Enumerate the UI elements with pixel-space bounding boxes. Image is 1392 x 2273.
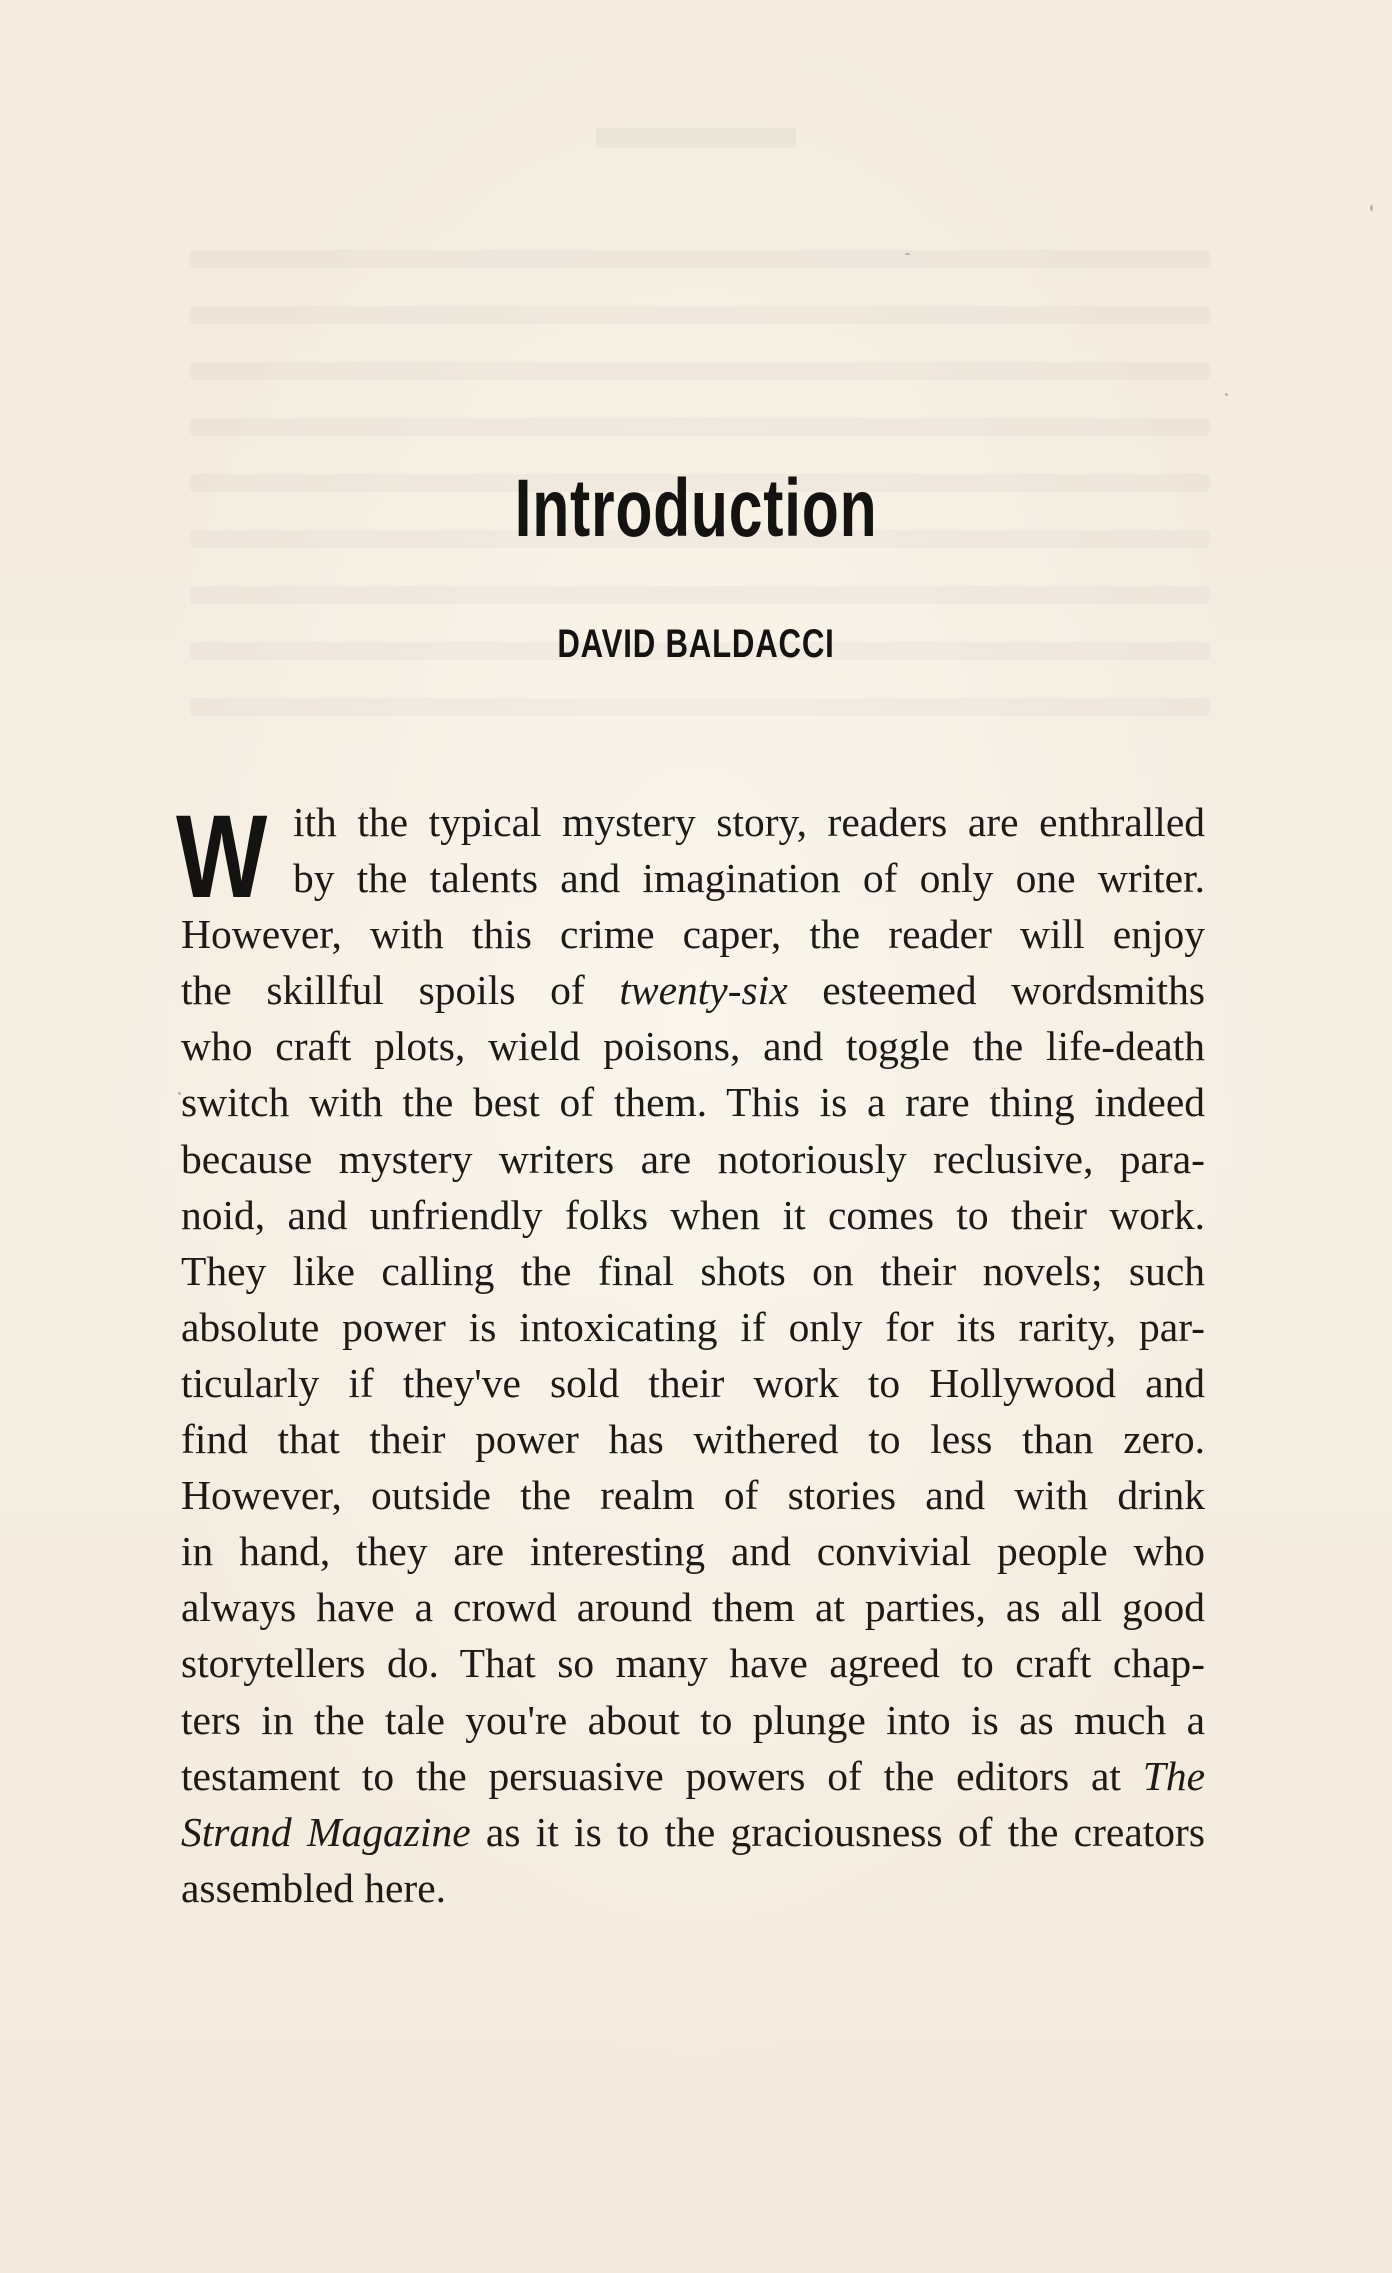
paragraph-line: ith the typical mystery story, readers are enthralled (293, 799, 1205, 845)
paragraph-line: by the talents and imagination of only one writer. (293, 855, 1205, 902)
paragraph-line: find that their power has withered to less than zero. (181, 1416, 1205, 1463)
bleed-through-header (596, 128, 796, 148)
paragraph-line: who craft plots, wield poisons, and toggle the life-death (181, 1023, 1205, 1070)
paragraph-line: noid, and unfriendly folks when it comes to their work. (181, 1191, 1205, 1238)
paragraph-line: assembled here. (181, 1864, 447, 1911)
drop-cap: W (176, 791, 268, 923)
paragraph-line: absolute power is intoxicating if only for its rarity, par- (181, 1303, 1205, 1350)
paragraph-line: testament to the persuasive powers of the editors at The (181, 1752, 1205, 1799)
emphasis-twenty-six: twenty-six (619, 967, 788, 1014)
paragraph-line: ticularly if they've sold their work to Hollywood and (181, 1359, 1205, 1406)
paragraph-line: always have a crowd around them at parties, as all good (181, 1584, 1205, 1631)
introduction-paragraph (181, 794, 1205, 1916)
paragraph-line: storytellers do. That so many have agreed to craft chap- (181, 1640, 1205, 1687)
paper-speck (905, 253, 910, 255)
paragraph-line: However, outside the realm of stories and with drink (181, 1472, 1205, 1519)
paper-speck (1225, 393, 1228, 396)
paragraph-line: They like calling the final shots on their novels; such (181, 1247, 1205, 1294)
paragraph-line: in hand, they are interesting and convivial people who (181, 1528, 1205, 1575)
paragraph-line: because mystery writers are notoriously reclusive, para- (181, 1135, 1205, 1182)
author-name: DAVID BALDACCI (557, 622, 835, 666)
paragraph-line: the skillful spoils of twenty-six esteemed wordsmiths (181, 967, 1205, 1014)
paragraph-line: ters in the tale you're about to plunge into is as much a (181, 1696, 1205, 1743)
emphasis-strand-magazine: Strand Magazine (181, 1808, 471, 1855)
paragraph-line: switch with the best of them. This is a rare thing indeed (181, 1079, 1205, 1126)
paragraph-line: However, with this crime caper, the reader will enjoy (181, 911, 1205, 958)
paragraph-line: Strand Magazine as it is to the graciousness of the creators (181, 1808, 1205, 1855)
paper-speck (1370, 205, 1373, 211)
emphasis-the: The (1142, 1752, 1205, 1799)
page-title: Introduction (514, 463, 878, 554)
